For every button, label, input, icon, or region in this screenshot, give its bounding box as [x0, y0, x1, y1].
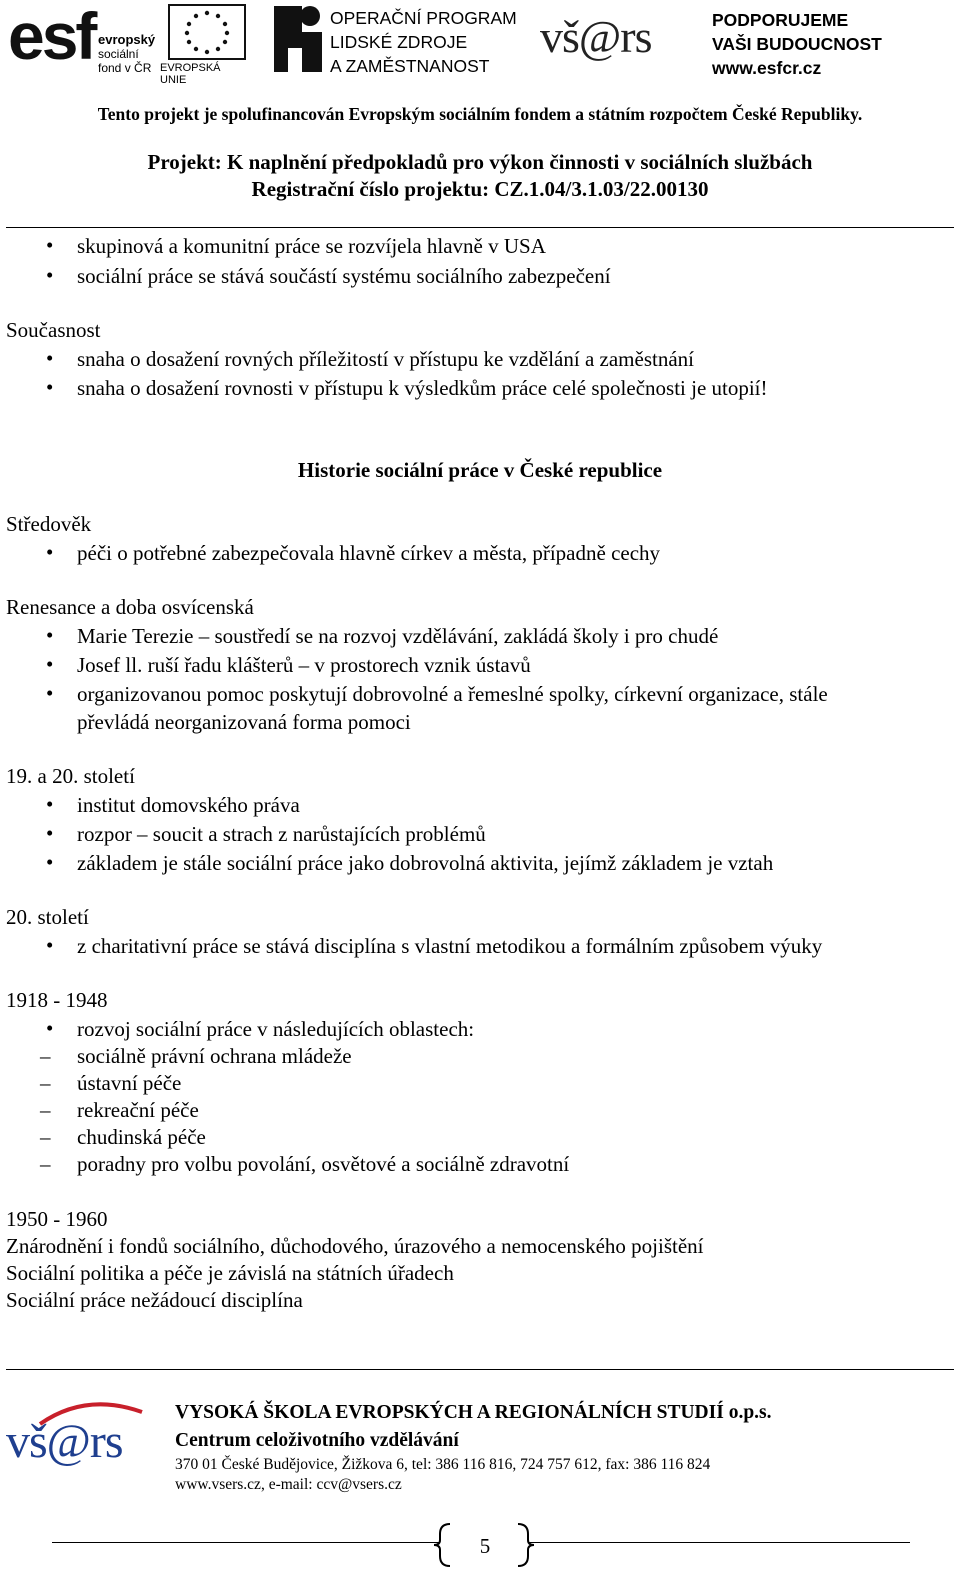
list-item: sociální práce se stává součástí systému sociálního zabezpečení — [77, 264, 611, 288]
dash-marker: – — [40, 1071, 51, 1095]
podpor-line-3: www.esfcr.cz — [712, 58, 822, 78]
vsers-logo-top — [540, 8, 690, 74]
list-item: institut domovského práva — [77, 793, 300, 817]
podporujeme-logo — [700, 6, 890, 80]
project-title: Projekt: K naplnění předpokladů pro výkon činnosti v sociálních službách — [147, 150, 813, 174]
list-item: Josef ll. ruší řadu klášterů – v prostorech vznik ústavů — [77, 653, 531, 677]
podpor-line-2: VAŠI BUDOUCNOST — [712, 34, 882, 54]
op-line-2: LIDSKÉ ZDROJE — [330, 32, 468, 52]
header-divider — [6, 227, 954, 228]
heading-stredovek: Středověk — [6, 512, 92, 536]
list-item: Marie Terezie – soustředí se na rozvoj vzdělávání, zakládá školy i pro chudé — [77, 624, 719, 648]
dash-marker: – — [40, 1044, 51, 1068]
list-item: z charitativní práce se stává disciplína s vlastní metodikou a formálním způsobem výuky — [77, 934, 823, 958]
center-name: Centrum celoživotního vzdělávání — [175, 1430, 459, 1451]
dash-item: poradny pro volbu povolání, osvětové a sociálně zdravotní — [77, 1152, 570, 1176]
op-line-3: A ZAMĚSTNANOST — [330, 56, 490, 76]
op-lz-logo — [272, 4, 534, 78]
list-item-continuation: převládá neorganizovaná forma pomoci — [77, 710, 411, 734]
footer-divider — [6, 1369, 954, 1370]
list-item: rozpor – soucit a strach z narůstajících problémů — [77, 822, 486, 846]
dash-marker: – — [40, 1125, 51, 1149]
heading-1950: 1950 - 1960 — [6, 1207, 108, 1231]
list-item: organizovanou pomoc poskytují dobrovolné a řemeslné spolky, církevní organizace, stále — [77, 682, 828, 706]
dash-item: ústavní péče — [77, 1071, 182, 1095]
list-item: rozvoj sociální práce v následujících oblastech: — [77, 1017, 475, 1041]
eu-flag-icon — [168, 4, 246, 60]
dash-item: sociálně právní ochrana mládeže — [77, 1044, 352, 1068]
dash-marker: – — [40, 1152, 51, 1176]
dash-item: chudinská péče — [77, 1125, 206, 1149]
esf-letters: esf — [8, 0, 95, 73]
esf-logo — [8, 0, 246, 86]
list-item: snaha o dosažení rovných příležitostí v přístupu ke vzdělání a zaměstnání — [77, 347, 694, 371]
page-number: 5 — [479, 1534, 491, 1558]
vsers-footer-text: vš@rs — [6, 1415, 123, 1468]
list-item: základem je stále sociální práce jako dobrovolná aktivita, jejímž základem je vztah — [77, 851, 774, 875]
op-person-icon — [272, 4, 324, 74]
heading-soucasnost: Současnost — [6, 318, 101, 342]
funding-statement: Tento projekt je spolufinancován Evropským sociálním fondem a státním rozpočtem České Republiky. — [97, 104, 863, 124]
paragraph-line: Sociální práce nežádoucí disciplína — [6, 1288, 303, 1312]
vsers-logo-text: vš@rs — [540, 11, 652, 62]
list-item: snaha o dosažení rovnosti v přístupu k výsledkům práce celé společnosti je utopií! — [77, 376, 768, 400]
section-title: Historie sociální práce v České republice — [297, 458, 663, 482]
op-line-1: OPERAČNÍ PROGRAM — [330, 8, 517, 28]
paragraph-line: Znárodnění i fondů sociálního, důchodového, úrazového a nemocenského pojištění — [6, 1234, 704, 1258]
heading-1918: 1918 - 1948 — [6, 988, 108, 1012]
podpor-line-1: PODPORUJEME — [712, 10, 849, 30]
esf-text-2: sociální — [98, 47, 139, 61]
paragraph-line: Sociální politika a péče je závislá na státních úřadech — [6, 1261, 454, 1285]
dash-marker: – — [40, 1098, 51, 1122]
school-name: VYSOKÁ ŠKOLA EVROPSKÝCH A REGIONÁLNÍCH STUDIÍ o.p.s. — [175, 1402, 772, 1423]
esf-text-3: fond v ČR — [98, 61, 152, 75]
list-item: skupinová a komunitní práce se rozvíjela hlavně v USA — [77, 234, 546, 258]
school-address: 370 01 České Budějovice, Žižkova 6, tel: 386 116 816, 724 757 612, fax: 386 116 824 — [175, 1456, 711, 1473]
esf-text-1: evropský — [98, 32, 156, 47]
heading-20: 20. století — [6, 905, 89, 929]
heading-renesance: Renesance a doba osvícenská — [6, 595, 254, 619]
heading-19-20: 19. a 20. století — [6, 764, 135, 788]
eu-label: EVROPSKÁ UNIE — [160, 62, 221, 86]
dash-item: rekreační péče — [77, 1098, 199, 1122]
list-item: péči o potřebné zabezpečovala hlavně církev a města, případně cechy — [77, 541, 661, 565]
school-web-email: www.vsers.cz, e-mail: ccv@vsers.cz — [175, 1476, 402, 1493]
vsers-logo-footer — [6, 1404, 156, 1484]
project-registration: Registrační číslo projektu: CZ.1.04/3.1.03/22.00130 — [251, 177, 709, 201]
